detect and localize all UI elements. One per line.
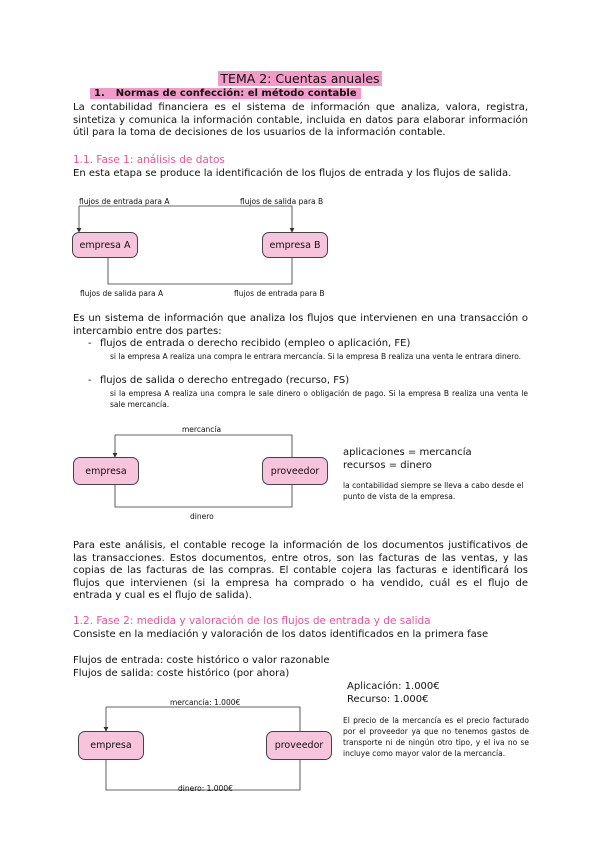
label-bottom-left: flujos de salida para A (80, 289, 164, 298)
label-mercancia: mercancía (182, 425, 222, 434)
fase1-text: En esta etapa se produce la identificación de los flujos de entrada y los flujos de salida. (73, 168, 512, 179)
fase2-line1: Flujos de entrada: coste histórico o valor razonable (73, 655, 330, 666)
section-heading: 1. Normas de confección: el método contable (90, 88, 361, 99)
intro-paragraph: La contabilidad financiera es el sistema de información que analiza, valora, registra, sintetiza y comunica la información contable, incluida en datos para elaborar información útil para la toma de decisiones de los usuarios de la información contable. (73, 102, 528, 138)
label-dinero: dinero (190, 512, 214, 521)
bullet-2: flujos de salida o derecho entregado (recurso, FS) (100, 375, 350, 386)
bullet-1: flujos de entrada o derecho recibido (empleo o aplicación, FE) (100, 338, 411, 349)
side-note-small: la contabilidad siempre se lleva a cabo desde el punto de vista de la empresa. (343, 481, 524, 501)
aplicacion-value: Aplicación: 1.000€ (347, 681, 440, 692)
side-note-aplicaciones: aplicaciones = mercancía (343, 447, 472, 458)
label-top-left: flujos de entrada para A (79, 197, 170, 206)
box-empresa-a: empresa A (72, 232, 138, 258)
bullet-2-detail: si la empresa A realiza una compra le sale dinero o obligación de pago. Si la empresa B realiza una venta le sale mercancía. (110, 389, 528, 409)
box-empresa-b: empresa B (262, 232, 328, 258)
label-bottom-right: flujos de entrada para B (234, 289, 325, 298)
box-proveedor-2: proveedor (266, 731, 332, 760)
fase1-heading: 1.1. Fase 1: análisis de datos (73, 154, 225, 166)
fase2-line2: Flujos de salida: coste histórico (por ahora) (73, 668, 290, 679)
recurso-value: Recurso: 1.000€ (347, 694, 429, 705)
label-dinero-1000: dinero: 1.000€ (178, 784, 233, 793)
label-top-right: flujos de salida para B (240, 197, 324, 206)
page-title: TEMA 2: Cuentas anuales (220, 71, 380, 86)
bullet-1-detail: si la empresa A realiza una compra le entrara mercancía. Si la empresa B realiza una venta le entrara dinero. (110, 352, 522, 361)
fase2-text: Consiste en la mediación y valoración de los datos identificados en la primera fase (73, 629, 489, 640)
fase1-para2: Es un sistema de información que analiza los flujos que intervienen en una transacción o intercambio entre dos partes: (73, 313, 528, 337)
label-mercancia-1000: mercancía: 1.000€ (170, 698, 241, 707)
fase2-heading: 1.2. Fase 2: medida y valoración de los flujos de entrada y de salida (73, 615, 431, 627)
box-proveedor: proveedor (262, 457, 328, 485)
fase2-note: El precio de la mercancía es el precio facturado por el proveedor ya que no tenemos gastos de transporte ni de ningún otro tipo, y el iva no se incluye como mayor valor de la mercancía. (343, 716, 529, 758)
box-empresa: empresa (73, 457, 139, 485)
side-note-recursos: recursos = dinero (343, 460, 432, 471)
bullet-dash-2: - (88, 375, 92, 386)
fase1-para3: Para este análisis, el contable recoge la información de los documentos justificativos de las transacciones. Estos documentos, entre otros, son las facturas de las ventas, y las copias de las facturas de las compras. El contable cojera las facturas e identificará los flujos que intervienen (si la empresa ha comprado o ha vendido, cuál es el flujo de entrada y cual es el flujo de salida). (73, 540, 528, 601)
box-empresa-2: empresa (78, 731, 144, 760)
bullet-dash-1: - (88, 338, 92, 349)
